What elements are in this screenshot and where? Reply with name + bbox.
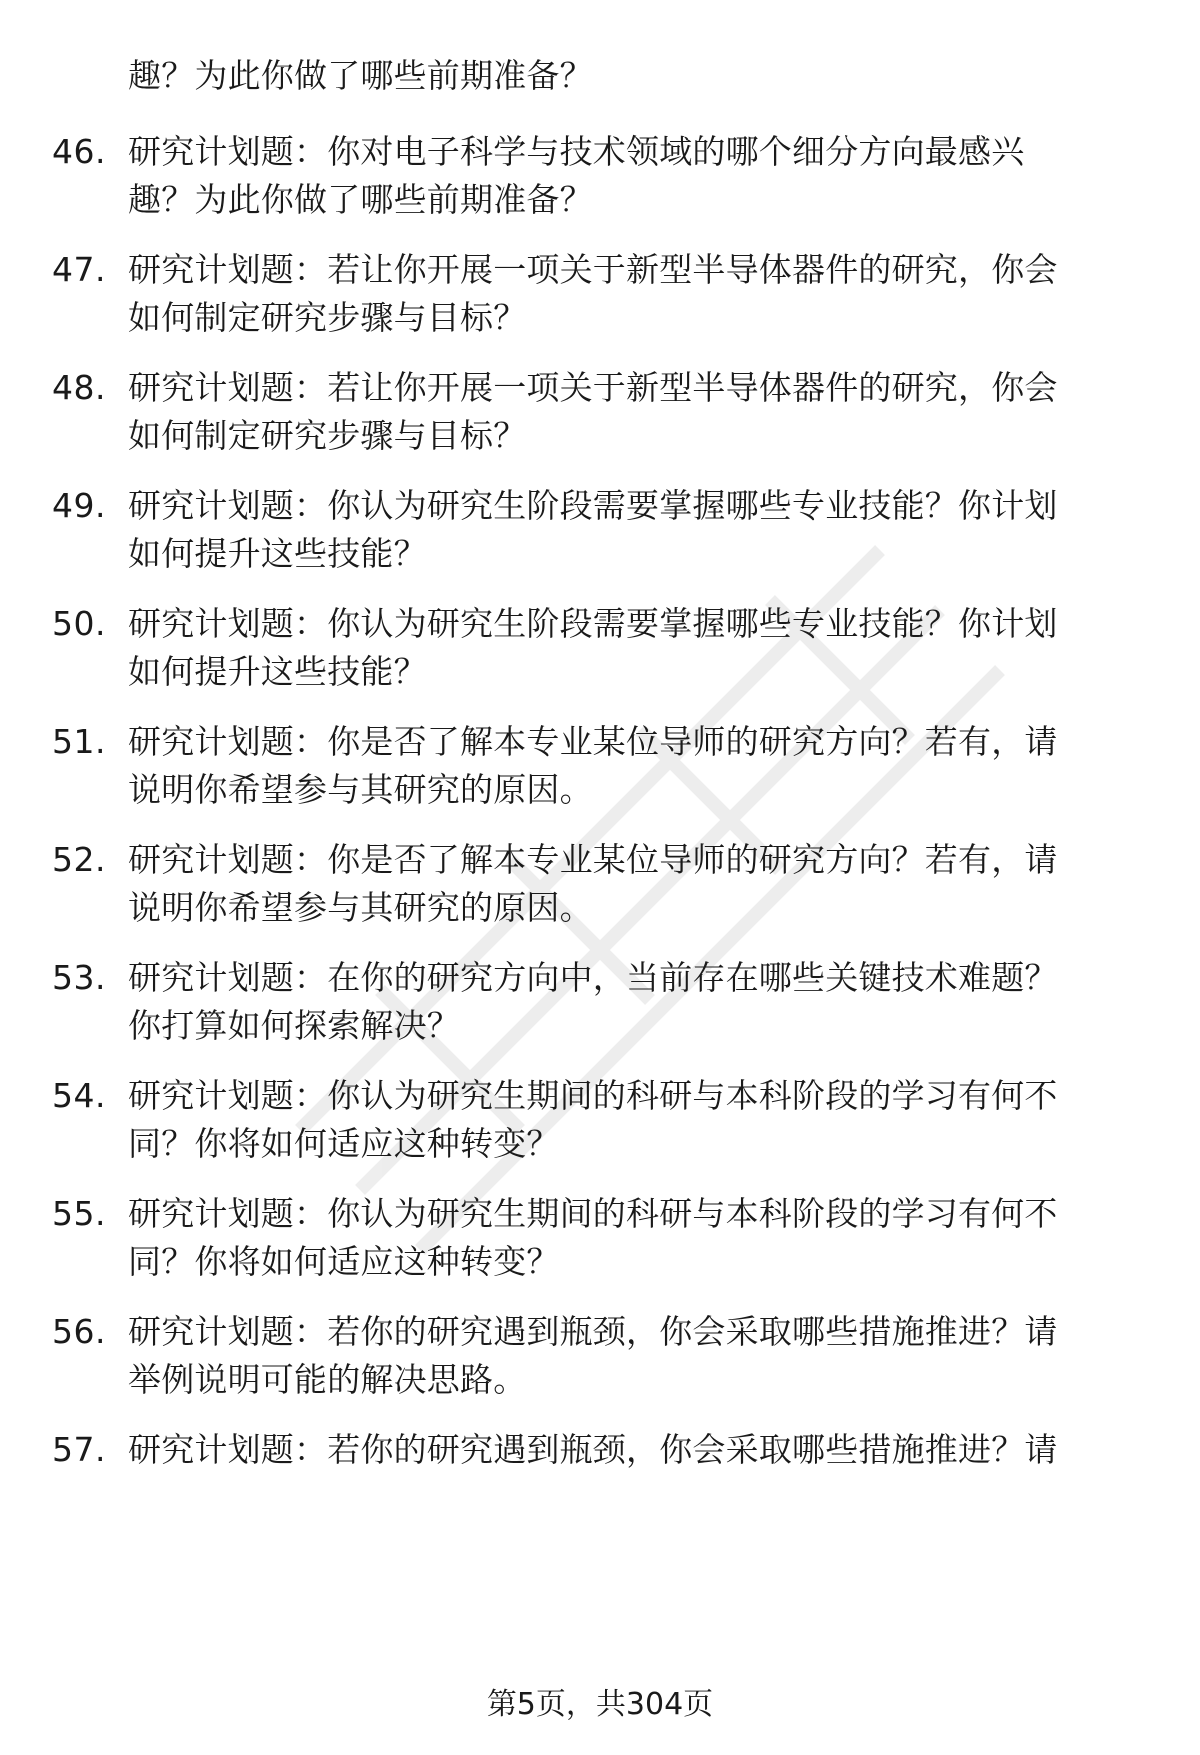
question-text-line1: 研究计划题：若让你开展一项关于新型半导体器件的研究，你会 xyxy=(128,250,1058,289)
question-text-line1: 研究计划题：你认为研究生期间的科研与本科阶段的学习有何不 xyxy=(128,1194,1058,1233)
question-text-line2: 同？你将如何适应这种转变？ xyxy=(128,1124,560,1163)
question-number: 47. xyxy=(52,250,106,289)
list-item xyxy=(0,954,1200,1064)
question-text-line1: 研究计划题：在你的研究方向中，当前存在哪些关键技术难题？ xyxy=(128,958,1058,997)
list-item xyxy=(0,1308,1200,1418)
question-text-line2: 你打算如何探索解决？ xyxy=(128,1006,460,1045)
question-text-line1: 研究计划题：若你的研究遇到瓶颈，你会采取哪些措施推进？请 xyxy=(128,1430,1058,1469)
question-text-line2: 趣？为此你做了哪些前期准备？ xyxy=(128,180,593,219)
question-number: 54. xyxy=(52,1076,106,1115)
list-item xyxy=(0,836,1200,946)
list-item xyxy=(0,482,1200,592)
question-number: 50. xyxy=(52,604,106,643)
question-number: 53. xyxy=(52,958,106,997)
question-number: 52. xyxy=(52,840,106,879)
question-number: 49. xyxy=(52,486,106,525)
list-item xyxy=(0,1426,1200,1536)
question-number: 57. xyxy=(52,1430,106,1469)
list-item xyxy=(0,128,1200,238)
question-text-line1: 研究计划题：你认为研究生期间的科研与本科阶段的学习有何不 xyxy=(128,1076,1058,1115)
question-text-line2: 趣？为此你做了哪些前期准备？ xyxy=(128,56,593,95)
question-text-line2: 如何制定研究步骤与目标？ xyxy=(128,416,527,455)
question-text-line1: 研究计划题：若你的研究遇到瓶颈，你会采取哪些措施推进？请 xyxy=(128,1312,1058,1351)
question-text-line1: 研究计划题：若让你开展一项关于新型半导体器件的研究，你会 xyxy=(128,368,1058,407)
question-text-line2: 如何提升这些技能？ xyxy=(128,534,427,573)
question-text-line1: 研究计划题：你对电子科学与技术领域的哪个细分方向最感兴 xyxy=(128,132,1025,171)
question-number: 46. xyxy=(52,132,106,171)
list-item xyxy=(0,246,1200,356)
list-item xyxy=(0,1072,1200,1182)
list-item xyxy=(0,1190,1200,1300)
question-number: 48. xyxy=(52,368,106,407)
question-text-line1: 研究计划题：你认为研究生阶段需要掌握哪些专业技能？你计划 xyxy=(128,604,1058,643)
question-text-line2: 如何提升这些技能？ xyxy=(128,652,427,691)
question-text-line1: 研究计划题：你是否了解本专业某位导师的研究方向？若有，请 xyxy=(128,722,1058,761)
question-text-line2: 同？你将如何适应这种转变？ xyxy=(128,1242,560,1281)
question-text-line1: 研究计划题：你认为研究生阶段需要掌握哪些专业技能？你计划 xyxy=(128,486,1058,525)
question-text-line2: 说明你希望参与其研究的原因。 xyxy=(128,770,593,809)
list-item xyxy=(0,600,1200,710)
list-item xyxy=(0,364,1200,474)
page-footer: 第5页，共304页 xyxy=(486,1687,714,1722)
question-text-line2: 如何制定研究步骤与目标？ xyxy=(128,298,527,337)
list-item xyxy=(0,718,1200,828)
question-text-line2: 举例说明可能的解决思路。 xyxy=(128,1360,527,1399)
question-number: 56. xyxy=(52,1312,106,1351)
question-text-line2: 说明你希望参与其研究的原因。 xyxy=(128,888,593,927)
question-number: 51. xyxy=(52,722,106,761)
question-text-line1: 研究计划题：你是否了解本专业某位导师的研究方向？若有，请 xyxy=(128,840,1058,879)
question-number: 55. xyxy=(52,1194,106,1233)
